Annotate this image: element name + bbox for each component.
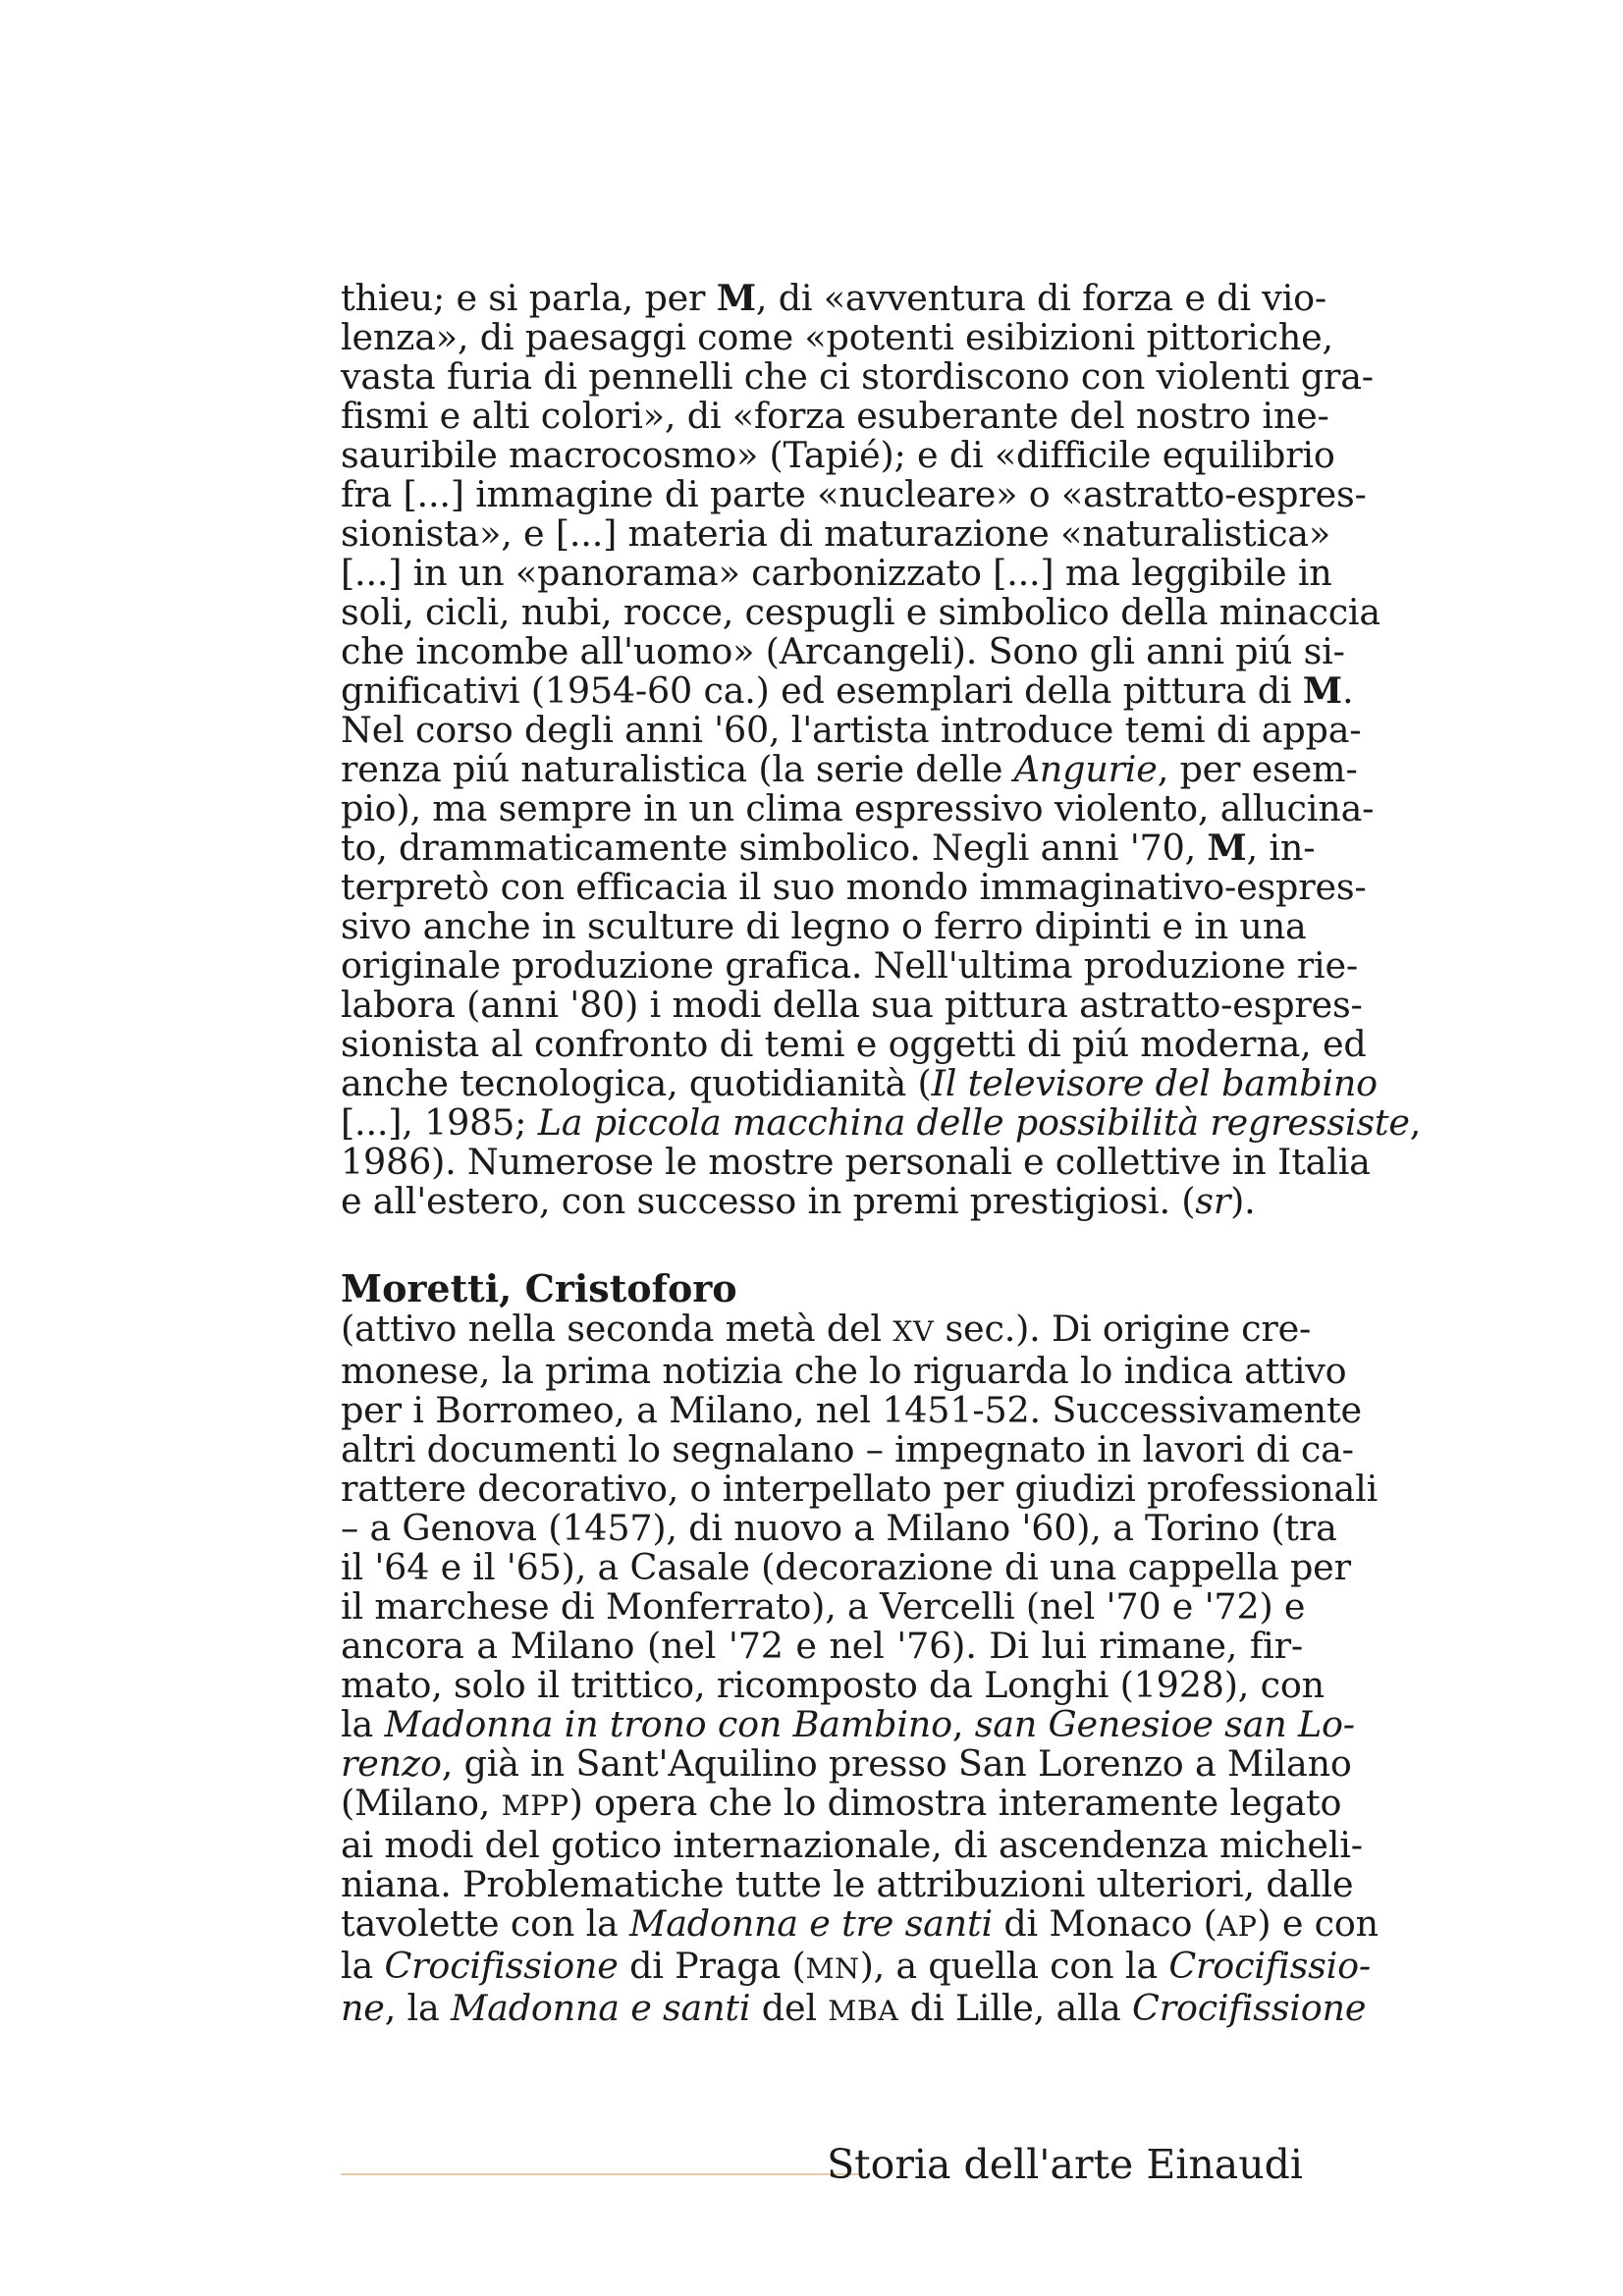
text-line: fra [...] immagine di parte «nucleare» o «astratto-espres- — [341, 473, 1367, 515]
text-line: la Crocifissione di Praga (MN), a quella con la Crocifissio- — [341, 1945, 1372, 1987]
text-line: sivo anche in sculture di legno o ferro dipinti e in una — [341, 905, 1307, 947]
bold-text: M — [716, 277, 756, 319]
text-line: renzo, già in Sant'Aquilino presso San Lorenzo a Milano — [341, 1742, 1352, 1785]
text-line: ai modi del gotico internazionale, di ascendenza micheli- — [341, 1824, 1363, 1866]
italic-title: Madonna e santi — [450, 1987, 751, 2029]
italic-title: Madonna e tre santi — [629, 1902, 993, 1945]
text-line: sionista al confronto di temi e oggetti di piú moderna, ed — [341, 1023, 1367, 1065]
text-line: soli, cicli, nubi, rocce, cespugli e simbolico della minaccia — [341, 591, 1380, 633]
text-line: il marchese di Monferrato), a Vercelli (nel '70 e '72) e — [341, 1585, 1306, 1628]
italic-title: Crocifissione — [1131, 1987, 1367, 2029]
text-line: sionista», e [...] materia di maturazione «naturalistica» — [341, 512, 1330, 555]
entry-moretti-text — [341, 1308, 1379, 2031]
text-line: la Madonna in trono con Bambino, san Genesioe san Lo- — [341, 1703, 1355, 1745]
text-line: per i Borromeo, a Milano, nel 1451-52. Successivamente — [341, 1389, 1362, 1431]
small-caps-abbrev: XV — [893, 1315, 935, 1348]
text-line: to, drammaticamente simbolico. Negli anni '70, M, in- — [341, 827, 1316, 869]
text-line: (Milano, MPP) opera che lo dimostra interamente legato — [341, 1782, 1342, 1824]
text-line: labora (anni '80) i modi della sua pittura astratto-espres- — [341, 984, 1363, 1026]
italic-title: Angurie — [1013, 748, 1158, 790]
italic-title: Crocifissio- — [1168, 1945, 1372, 1987]
text-line: pio), ma sempre in un clima espressivo violento, allucina- — [341, 787, 1375, 829]
bold-text: M — [1302, 669, 1342, 712]
entry-continued-text — [341, 277, 1422, 1222]
italic-title: sr — [1195, 1180, 1231, 1222]
italic-title: Madonna in trono con Bambino — [384, 1703, 952, 1745]
small-caps-abbrev: MBA — [828, 1995, 899, 2027]
text-line: Nel corso degli anni '60, l'artista introduce temi di appa- — [341, 709, 1362, 751]
text-line: thieu; e si parla, per M, di «avventura di forza e di vio- — [341, 277, 1326, 319]
text-line: originale produzione grafica. Nell'ultima produzione rie- — [341, 944, 1359, 987]
page-content — [341, 277, 1422, 2031]
italic-title: La piccola macchina delle possibilità regressiste — [537, 1101, 1410, 1144]
footer-title: Storia dell'arte Einaudi — [827, 2141, 1303, 2188]
text-line: ne, la Madonna e santi del MBA di Lille, alla Crocifissione — [341, 1987, 1367, 2029]
text-line: tavolette con la Madonna e tre santi di Monaco (AP) e con — [341, 1902, 1379, 1945]
italic-title: renzo — [341, 1742, 442, 1785]
small-caps-abbrev: MN — [805, 1952, 860, 1985]
text-line: fismi e alti colori», di «forza esuberante del nostro ine- — [341, 395, 1329, 437]
bold-text: M — [1207, 827, 1247, 869]
text-line: e all'estero, con successo in premi prestigiosi. (sr). — [341, 1180, 1256, 1222]
text-line: sauribile macrocosmo» (Tapié); e di «difficile equilibrio — [341, 434, 1335, 476]
text-line: terpretò con efficacia il suo mondo immaginativo-espres- — [341, 866, 1367, 908]
page-footer — [341, 2140, 1303, 2189]
text-line: renza piú naturalistica (la serie delle Angurie, per esem- — [341, 748, 1358, 790]
text-line: lenza», di paesaggi come «potenti esibizioni pittoriche, — [341, 316, 1333, 358]
italic-title: ne — [341, 1987, 385, 2029]
text-line: [...] in un «panorama» carbonizzato [...] ma leggibile in — [341, 552, 1332, 594]
text-line: rattere decorativo, o interpellato per giudizi professionali — [341, 1468, 1379, 1510]
text-line: vasta furia di pennelli che ci stordiscono con violenti gra- — [341, 355, 1374, 398]
text-line: niana. Problematiche tutte le attribuzioni ulteriori, dalle — [341, 1863, 1354, 1905]
italic-title: Il televisore del bambino — [931, 1062, 1378, 1104]
small-caps-abbrev: MPP — [501, 1789, 569, 1822]
small-caps-abbrev: AP — [1217, 1910, 1258, 1943]
italic-title: san Genesioe san Lo- — [974, 1703, 1355, 1745]
text-line: ancora a Milano (nel '72 e nel '76). Di lui rimane, fir- — [341, 1625, 1303, 1667]
italic-title: Crocifissione — [384, 1945, 619, 1987]
text-line: anche tecnologica, quotidianità (Il televisore del bambino — [341, 1062, 1378, 1104]
footer-rule — [341, 2173, 861, 2175]
entry-heading: Moretti, Cristoforo — [341, 1266, 737, 1310]
text-line: 1986). Numerose le mostre personali e collettive in Italia — [341, 1141, 1371, 1183]
text-line: altri documenti lo segnalano – impegnato in lavori di ca- — [341, 1428, 1354, 1470]
text-line: il '64 e il '65), a Casale (decorazione di una cappella per — [341, 1546, 1351, 1588]
text-line: – a Genova (1457), di nuovo a Milano '60), a Torino (tra — [341, 1507, 1337, 1549]
text-line: gnificativi (1954-60 ca.) ed esemplari della pittura di M. — [341, 669, 1354, 712]
text-line: che incombe all'uomo» (Arcangeli). Sono gli anni piú si- — [341, 630, 1345, 672]
text-line: (attivo nella seconda metà del XV sec.). Di origine cre- — [341, 1308, 1312, 1350]
text-line: monese, la prima notizia che lo riguarda lo indica attivo — [341, 1350, 1347, 1392]
text-line: mato, solo il trittico, ricomposto da Longhi (1928), con — [341, 1664, 1325, 1706]
text-line: [...], 1985; La piccola macchina delle possibilità regressiste, — [341, 1101, 1422, 1144]
